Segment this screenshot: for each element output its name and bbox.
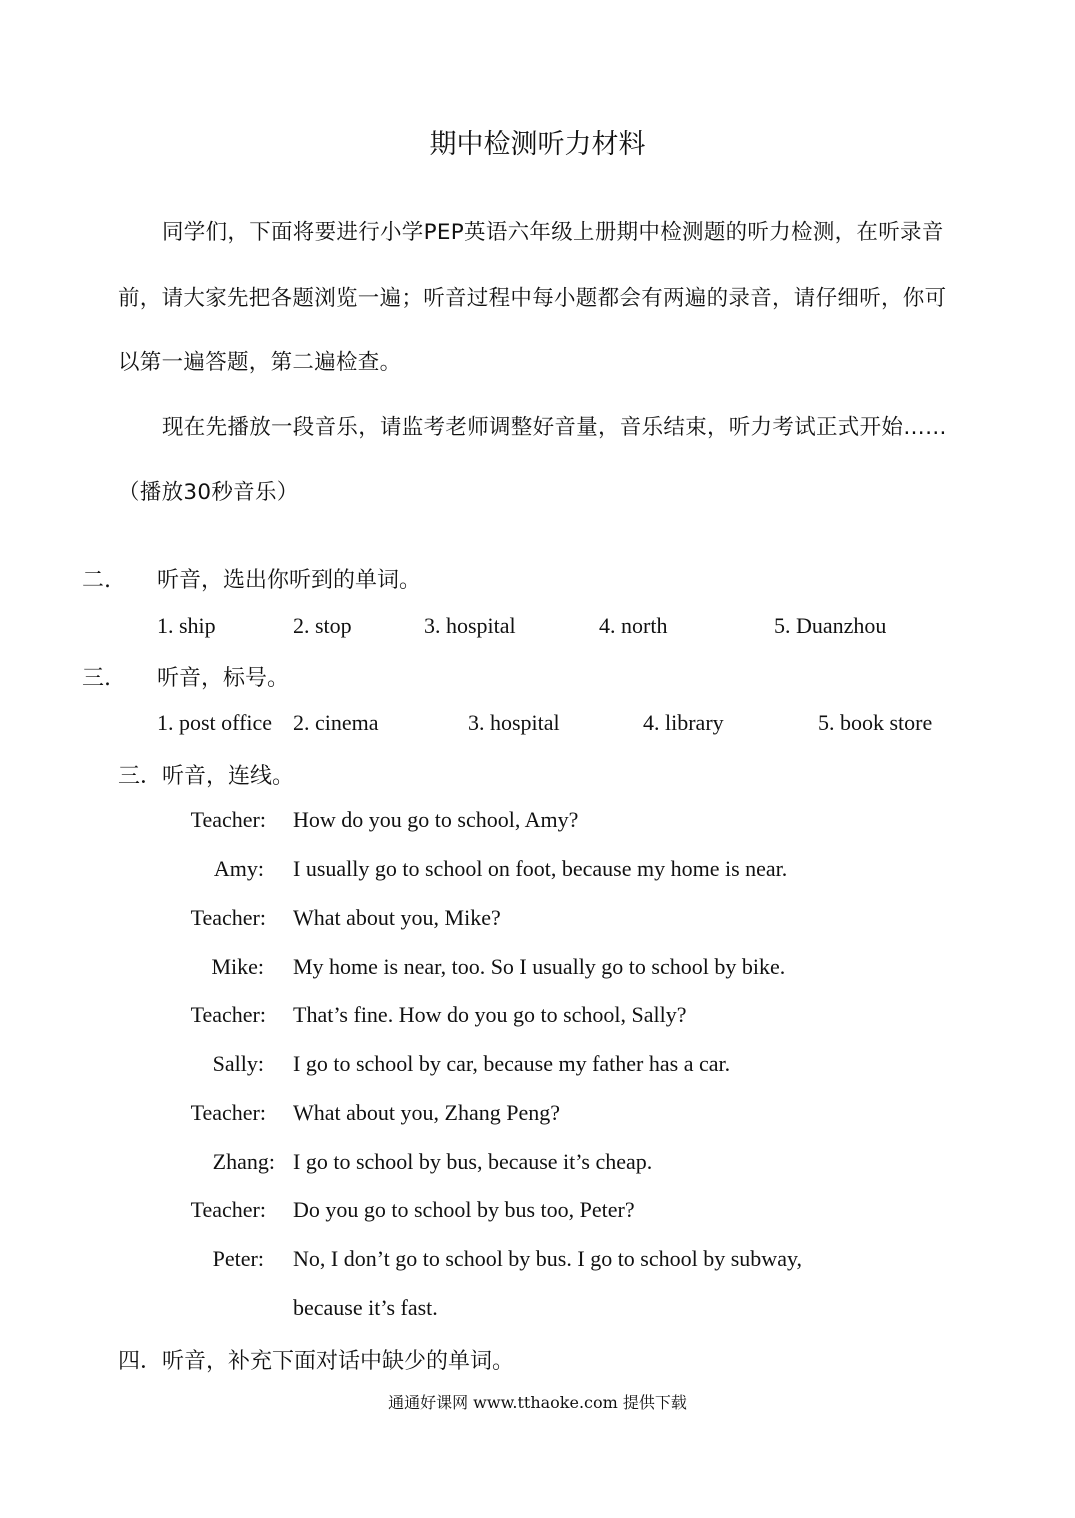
- dialogue-speaker: Zhang:: [212, 1149, 275, 1174]
- dialogue-speaker: Amy:: [213, 856, 264, 881]
- dialogue-line: I go to school by car, because my father has a car.: [293, 1051, 731, 1076]
- dialogue-line: What about you, Zhang Peng?: [293, 1100, 560, 1125]
- section-3b-heading: 三．听音，连线。: [118, 764, 295, 789]
- section-3a-item: 1. post office: [157, 710, 273, 735]
- intro-music-instruction: 现在先播放一段音乐，请监考老师调整好音量，音乐结束，听力考试正式开始……: [162, 415, 947, 440]
- dialogue-speaker: Teacher:: [190, 1197, 266, 1222]
- dialogue-line: My home is near, too. So I usually go to school by bike.: [293, 954, 786, 979]
- section-3a-number: 三.: [82, 666, 111, 691]
- dialogue-speaker: Teacher:: [190, 807, 266, 832]
- section-3a-item: 2. cinema: [293, 710, 379, 735]
- dialogue-speaker: Peter:: [212, 1246, 264, 1271]
- dialogue-line: No, I don’t go to school by bus. I go to school by subway,: [293, 1246, 803, 1271]
- dialogue-speaker: Teacher:: [190, 905, 266, 930]
- dialogue-line: Do you go to school by bus too, Peter?: [293, 1197, 635, 1222]
- section-2-item: 5. Duanzhou: [774, 613, 887, 638]
- section-2-number: 二.: [82, 568, 111, 593]
- intro-line-1: 同学们，下面将要进行小学PEP英语六年级上册期中检测题的听力检测，在听录音: [162, 220, 944, 245]
- section-4-heading: 四．听音，补充下面对话中缺少的单词。: [118, 1349, 515, 1374]
- dialogue-line: I go to school by bus, because it’s cheap.: [293, 1149, 653, 1174]
- page-title: 期中检测听力材料: [429, 129, 646, 160]
- section-3a-item: 3. hospital: [468, 710, 560, 735]
- intro-line-2: 前，请大家先把各题浏览一遍；听音过程中每小题都会有两遍的录音，请仔细听，你可: [118, 286, 947, 311]
- dialogue-speaker: Sally:: [212, 1051, 264, 1076]
- intro-line-3: 以第一遍答题，第二遍检查。: [118, 350, 402, 375]
- dialogue-line: That’s fine. How do you go to school, Sally?: [293, 1002, 687, 1027]
- section-2-item: 4. north: [599, 613, 668, 638]
- dialogue-line: How do you go to school, Amy?: [293, 807, 579, 832]
- section-2-item: 2. stop: [293, 613, 352, 638]
- dialogue-speaker: Teacher:: [190, 1002, 266, 1027]
- dialogue-line-continuation: because it’s fast.: [293, 1295, 438, 1320]
- footer-credit: 通通好课网 www.tthaoke.com 提供下载: [388, 1393, 687, 1412]
- section-3a-item: 4. library: [643, 710, 724, 735]
- dialogue-line: What about you, Mike?: [293, 905, 501, 930]
- section-2-item: 3. hospital: [424, 613, 516, 638]
- dialogue-line: I usually go to school on foot, because my home is near.: [293, 856, 788, 881]
- section-3a-heading: 听音，标号。: [157, 666, 290, 691]
- section-2-item: 1. ship: [157, 613, 216, 638]
- intro-music-note: （播放30秒音乐）: [118, 480, 299, 505]
- dialogue-speaker: Mike:: [211, 954, 264, 979]
- section-2-heading: 听音，选出你听到的单词。: [157, 568, 422, 593]
- section-3a-item: 5. book store: [818, 710, 933, 735]
- dialogue-speaker: Teacher:: [190, 1100, 266, 1125]
